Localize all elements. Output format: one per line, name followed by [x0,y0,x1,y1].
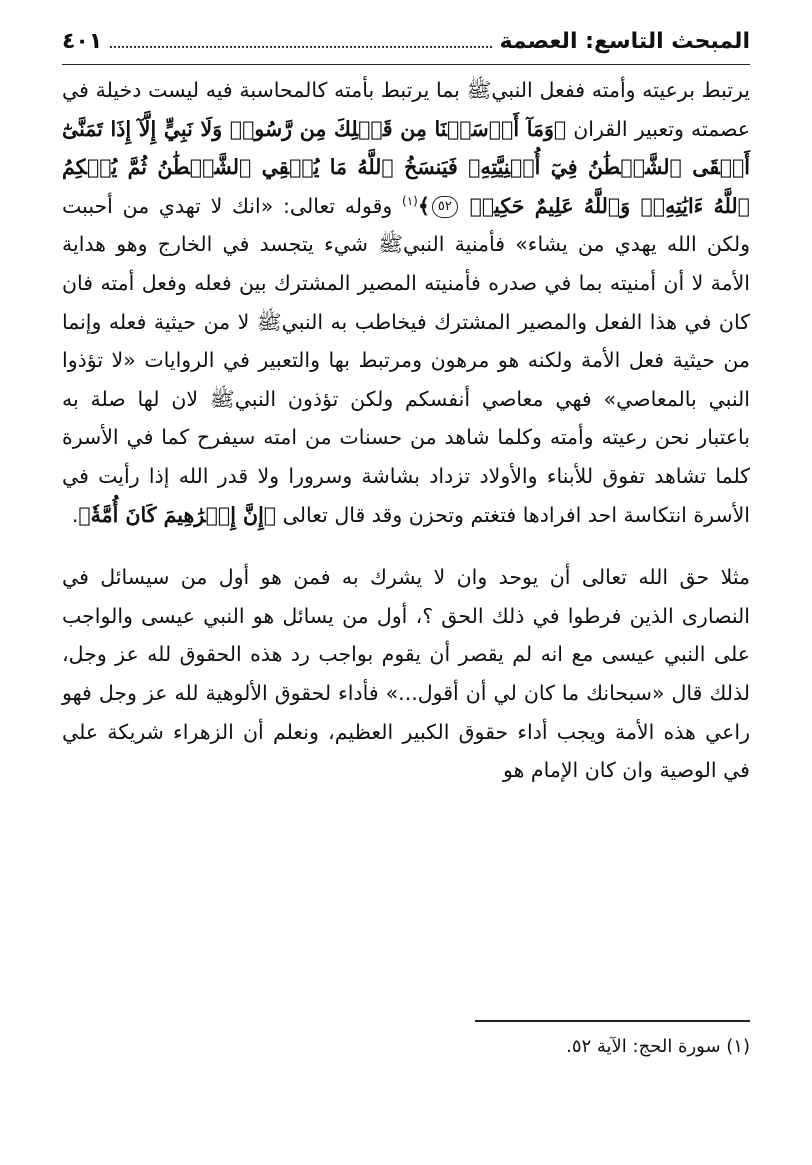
quran-verse-1: وَمَآ أَرۡسَلۡنَا مِن قَبۡلِكَ مِن رَّسُولٖ وَلَا نَبِيٍّ إِلَّآ إِذَا تَمَنَّىٰٓ أَلۡقَى ٱلشَّيۡطَٰنُ فِيٓ أُمۡنِيَّتِهِۦ فَيَنسَخُ ٱللَّهُ مَا يُلۡقِي ٱلشَّيۡطَٰنُ ثُمَّ يُحۡكِمُ ٱللَّهُ ءَايَٰتِهِۦۗ وَٱللَّهُ عَلِيمٌ حَكِيمٞ [62,116,750,218]
quran-bracket-open-1: ﴿ [553,116,567,141]
footnote-marker: (١) [402,193,418,208]
page-number: ٤٠١ [62,29,103,54]
para1-text-4: شيء يتجسد في الخارج وهو هداية الأمة لا أن أمنيته بما في صدره فأمنيته المصير المشترك بين فعله وفعل أمته فان كان في هذا الفعل والمصير المشترك فيخاطب به النبي [62,232,750,334]
footnote-separator [475,1020,750,1022]
running-header [62,22,750,65]
paragraph-1 [62,71,750,534]
chapter-title: المبحث التاسع: العصمة [499,29,750,54]
page-content [62,22,750,1057]
dotted-leader [110,46,491,48]
para1-text-5: لا من حيثية فعله وإنما من حيثية فعل الأمة ولكنه هو مرهون ومرتبط بها والتعبير في الروايات «لا تؤذوا النبي بالمعاصي» فهي معاصي أنفسكم ولكن تؤذون النبي [62,309,750,411]
ayah-number-badge: ٥٢ [432,196,458,218]
para1-text-2: بما يرتبط بأمته كالمحاسبة فيه ليست دخيلة في عصمته وتعبير القران [62,78,750,141]
paragraph-2: مثلا حق الله تعالى أن يوحد وان لا يشرك به فمن هو أول من سيسائل في النصارى الذين فرطوا في ذلك الحق ؟، أول من يسائل هو النبي عيسى والواجب على النبي عيسى مع انه لم يقصر أن يقوم بواجب رد هذه الحقوق لله عز وجل، لذلك قال «سبحانك ما كان لي أن أقول...» فأداء لحقوق الألوهية لله عز وجل فهو راعي هذه الأمة ويجب أداء حقوق الكبير العظيم، ونعلم أن الزهراء شريكة علي في الوصية وان كان الإمام هو [62,565,750,783]
honorific-2: ﷺ [378,232,403,257]
footnote: (١) سورة الحج: الآية ٥٢. [566,1036,750,1057]
para1-text-3: وقوله تعالى: «انك لا تهدي من أحببت ولكن الله يهدي من يشاء» فأمنية النبي [62,193,750,257]
quran-bracket-close-1: ﴾ [417,193,430,218]
honorific-1: ﷺ [466,78,492,102]
para1-text-1: يرتبط برعيته وأمته ففعل النبي [491,78,750,102]
honorific-3: ﷺ [256,309,282,334]
para1-text-6: لان لها صلة به باعتبار نحن رعيته وأمته وكلما شاهد من حسنات من امته سيفرح كما في الأسرة كلما تشاهد تفوق للأبناء والأولاد تزداد بشاشة وسرورا ولا قدر الله إذا رأيت في الأسرة انتكاسة احد افرادها فتغتم وتحزن وقد قال تعالى [62,386,750,527]
quran-bracket-open-2: ﴿ [263,502,277,527]
quran-bracket-close-2: ﴾ [78,502,91,527]
para1-text-7: . [71,502,79,527]
honorific-4: ﷺ [209,386,235,411]
quran-verse-2: إِنَّ إِبۡرَٰهِيمَ كَانَ أُمَّةٗ [90,502,264,527]
